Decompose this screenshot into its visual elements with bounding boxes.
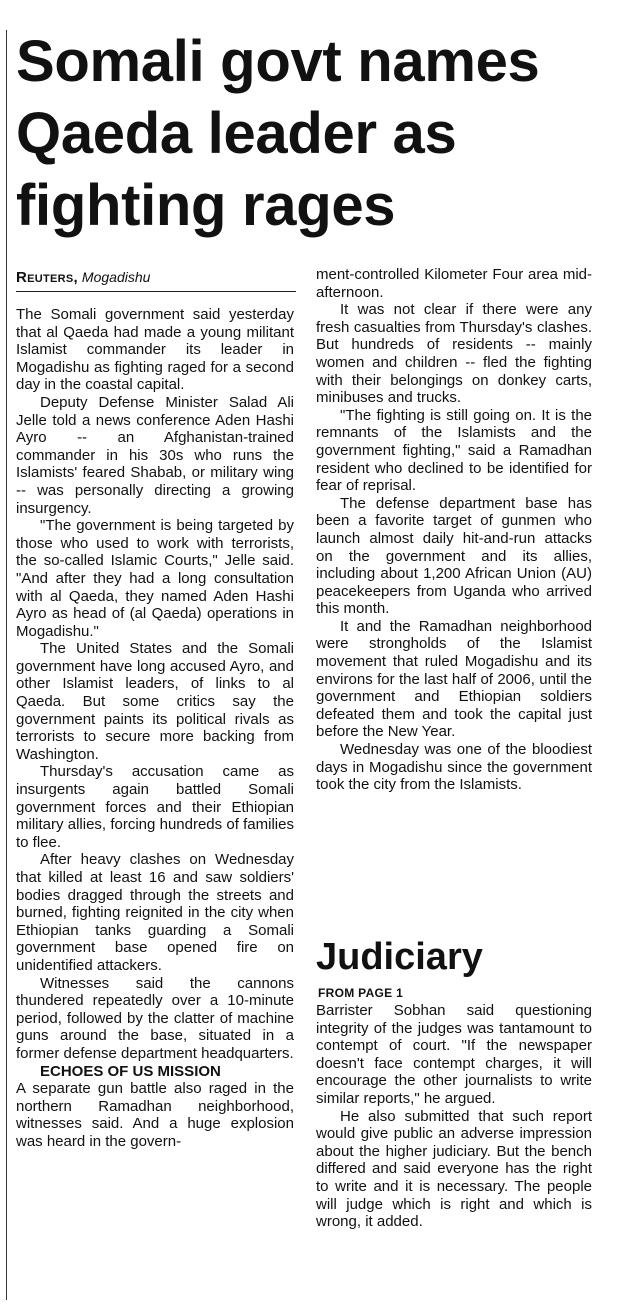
headline-line-1: Somali govt names: [16, 29, 540, 94]
article-paragraph: It and the Ramadhan neighborhood were strongholds of the Islamist movement that ruled Mogadishu and its environs for the last half of 2006, until the government and Ethiopian soldiers defeated them and took the capital just before the New Year.: [316, 617, 592, 741]
article-paragraph: After heavy clashes on Wednesday that killed at least 16 and saw soldiers' bodies dragged through the streets and burned, fighting reignited in the city when Ethiopian tanks guarding a Somali government base opened fire on unidentified attackers.: [16, 851, 294, 974]
from-page-label: FROM PAGE 1: [318, 986, 404, 1000]
article-paragraph: He also submitted that such report would give public an adverse impression about the higher judiciary. But the bench differed and said everyone has the right to write and it is necessary. The people will judge which is right and which is wrong, it added.: [316, 1107, 592, 1231]
article-paragraph: A separate gun battle also raged in the northern Ramadhan neighborhood, witnesses said. And a huge explosion was heard in the govern-: [16, 1080, 294, 1150]
headline-line-3: fighting rages: [16, 173, 396, 238]
article-paragraph: The defense department base has been a favorite target of gunmen who launch almost daily hit-and-run attacks on the government and its allies, including about 1,200 African Union (AU) peacekeepers from Uganda who arrived this month.: [316, 494, 592, 618]
byline-dateline: Mogadishu: [81, 269, 151, 285]
article-paragraph: Deputy Defense Minister Salad Ali Jelle told a news conference Aden Hashi Ayro -- an Afghanistan-trained commander in his 30s who runs the Islamists' feared Shabab, or military wing -- was personally directing a growing insurgency.: [16, 393, 294, 517]
article-column-left: [16, 306, 294, 1151]
article-paragraph: "The government is being targeted by those who used to work with terrorists, the so-called Islamic Courts," Jelle said. "And after they had a long consultation with al Qaeda, they named Aden Hashi Ayro as head of (al Qaeda) operations in Mogadishu.": [16, 517, 294, 640]
article-paragraph: Barrister Sobhan said questioning integrity of the judges was tantamount to contempt of court. "If the newspaper doesn't face contempt charges, it will encourage the other journalists to write similar reports," he argued.: [316, 1002, 592, 1107]
judiciary-column: [316, 1002, 592, 1231]
headline-line-2: Qaeda leader as: [16, 101, 457, 166]
byline-divider: [16, 291, 296, 292]
column-rule: [6, 30, 7, 1300]
byline: [16, 268, 296, 287]
article-paragraph: It was not clear if there were any fresh casualties from Thursday's clashes. But hundreds of residents -- mainly women and children -- fled the fighting with their belongings on donkey carts, minibuses and trucks.: [316, 301, 592, 407]
article-paragraph: Thursday's accusation came as insurgents again battled Somali government forces and their Ethiopian military allies, forcing hundreds of families to flee.: [16, 763, 294, 851]
headline: [16, 26, 616, 242]
byline-agency: Reuters,: [16, 269, 79, 286]
article-column-right: [316, 266, 592, 794]
article-paragraph: Witnesses said the cannons thundered repeatedly over a 10-minute period, followed by the clatter of machine guns around the base, situated in a former defense department headquarters.: [16, 974, 294, 1062]
judiciary-title: Judiciary: [316, 936, 483, 978]
article-paragraph: "The fighting is still going on. It is the remnants of the Islamists and the government fighting," said a Ramadhan resident who declined to be identified for fear of reprisal.: [316, 406, 592, 495]
article-paragraph: The United States and the Somali government have long accused Ayro, and other Islamist leaders, of links to al Qaeda. But some critics say the government paints its political rivals as terrorists to secure more backing from Washington.: [16, 640, 294, 763]
article-paragraph: The Somali government said yesterday that al Qaeda had made a young militant Islamist commander its leader in Mogadishu as fighting raged for a second day in the coastal capital.: [16, 306, 294, 394]
article-paragraph: Wednesday was one of the bloodiest days in Mogadishu since the government took the city from the Islamists.: [316, 741, 592, 794]
section-subhead: ECHOES OF US MISSION: [40, 1062, 221, 1080]
article-paragraph: ment-controlled Kilometer Four area mid-afternoon.: [316, 266, 592, 301]
